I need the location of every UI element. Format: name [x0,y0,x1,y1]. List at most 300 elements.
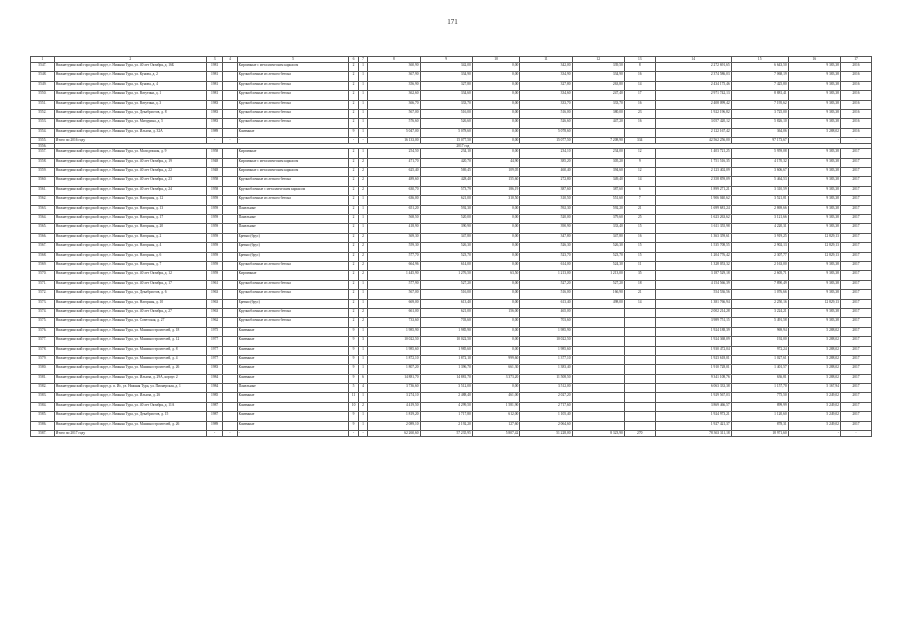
table-cell: 0,00 [472,81,520,90]
table-cell: 1 [358,109,368,118]
table-cell: 9 383,38 [788,119,840,128]
table-cell: 2017 [840,318,871,327]
table-row [31,177,872,186]
address-cell: Нижнетуринский городской округ, г. Нижняя Тура, ул. Нагорная, д. 20 [54,224,206,233]
table-cell: 9 383,38 [788,177,840,186]
table-cell: 12 [624,149,655,158]
table-cell: 2 [349,299,359,308]
address-cell: Нижнетуринский городской округ, г. Нижняя Тура, ул. Машиностроителей, д. 26 [54,365,206,374]
table-cell: Каменные [237,402,349,411]
row-number: 5573. [31,299,55,308]
table-cell: 636,81 [731,374,788,383]
table-cell [223,149,237,158]
table-cell: 1959 [206,262,223,271]
table-cell: 57 235,95 [420,431,472,437]
table-cell: 10 [349,402,359,411]
table-cell: 2017 [840,168,871,177]
table-cell: 1 927 421,37 [655,421,731,430]
table-cell: 3 512,00 [520,384,572,393]
table-cell: 15 077,50 [520,138,572,144]
table-cell [223,91,237,100]
table-cell: 5 078,60 [420,128,472,137]
table-cell: 1 [358,421,368,430]
table-cell: 1 401,57 [731,365,788,374]
table-cell [223,308,237,317]
table-cell: 2017 [840,290,871,299]
table-cell: 527,20 [520,280,572,289]
table-cell [223,158,237,167]
table-cell: 3 989 751,15 [655,318,731,327]
table-cell: 192,00 [731,337,788,346]
table-cell: 2 [349,252,359,261]
table-cell: Крупноблочные из легкого бетона [237,262,349,271]
table-cell: 9 383,38 [788,290,840,299]
table-cell: 1 120,60 [731,412,788,421]
table-cell [223,402,237,411]
table-cell: 2017 [840,271,871,280]
table-cell: 2 [358,158,368,167]
table-cell: 44,90 [472,158,520,167]
table-cell: 576,60 [368,119,420,128]
row-number: 5570. [31,271,55,280]
table-cell: 339,50 [572,63,624,72]
table-cell: 527,20 [420,280,472,289]
table-cell [572,308,624,317]
table-cell [223,128,237,137]
table-row [31,271,872,280]
table-cell: 10 022,50 [420,337,472,346]
table-cell: 1 899 271,21 [655,186,731,195]
table-cell: 1959 [206,243,223,252]
table-cell: 8 881,41 [731,91,788,100]
row-number: 5553. [31,119,55,128]
row-number: 5550. [31,91,55,100]
table-cell: 347,80 [420,233,472,242]
table-cell: 1 [358,355,368,364]
table-cell: 366,70 [368,100,420,109]
table-cell: 526,30 [520,243,572,252]
table-cell: 1 105,40 [520,412,572,421]
table-cell [572,402,624,411]
table-cell: 367,90 [368,72,420,81]
row-number: 5569. [31,262,55,271]
table-cell: 16 [624,72,655,81]
table-cell: Кирпичные с металлическим каркасом [237,63,349,72]
table-cell: 0,00 [472,337,520,346]
table-cell [572,374,624,383]
table-cell: 1 403 721,25 [655,149,731,158]
table-cell [624,327,655,336]
table-cell: 310,50 [520,196,572,205]
column-number: 11 [520,57,572,63]
table-cell: 636,00 [368,196,420,205]
table-cell [223,421,237,430]
table-cell: 35 [624,271,655,280]
table-cell: 1987 [206,402,223,411]
table-cell: 2 027,20 [520,393,572,402]
table-cell: 310,50 [472,196,520,205]
table-cell: 2016 [840,109,871,118]
table-cell: 2016 [840,81,871,90]
table-cell: 2 064,60 [520,421,572,430]
table-cell: 390,90 [420,224,472,233]
table-cell: 461,00 [472,393,520,402]
address-cell: Нижнетуринский городской округ, г. Нижняя Тура, ул. Ватутина, д. 3 [54,100,206,109]
table-cell: 11 [349,393,359,402]
table-cell: 21 [624,290,655,299]
table-cell: 1963 [206,308,223,317]
table-cell: 1981 [206,63,223,72]
table-cell: 9 [349,346,359,355]
address-cell: Нижнетуринский городской округ, г. Нижняя Тура, ул. 40 лет Октября, д. 19 [54,158,206,167]
table-cell: Бревно (брус) [237,252,349,261]
table-cell: 2 605,71 [731,271,788,280]
table-cell [624,402,655,411]
table-cell: 1984 [206,384,223,393]
table-cell: 1 381 766,94 [655,299,731,308]
table-cell [223,280,237,289]
table-cell [223,243,237,252]
table-cell: Панельные [237,215,349,224]
table-cell: 999,60 [472,355,520,364]
table-cell: 1963 [206,290,223,299]
table-cell: 9 383,38 [788,63,840,72]
table-cell: Кирпичные [237,271,349,280]
table-cell: 394,60 [572,168,624,177]
table-cell: 0,00 [472,233,520,242]
row-number: 5556. [31,143,55,149]
address-cell: Нижнетуринский городской округ, г. Нижняя Тура, ул. 40 лет Октября, д. 23 [54,177,206,186]
table-row [31,402,872,411]
table-cell: 3 919,25 [731,233,788,242]
table-cell: 2 902,13 [731,243,788,252]
table-cell: 1 985,60 [520,346,572,355]
column-number: 7 [358,57,368,63]
table-cell: 577,90 [368,280,420,289]
table-cell: - [840,431,871,437]
address-cell: Нижнетуринский городской округ, г. Нижняя Тура, ул. Нагорная, д. 13 [54,205,206,214]
table-cell [572,412,624,421]
row-number: 5578. [31,346,55,355]
table-cell [572,327,624,336]
table-cell: 516,00 [520,109,572,118]
table-cell: 9 [349,128,359,137]
table-cell: 2 [349,243,359,252]
table-row [31,337,872,346]
table-cell: 390,90 [520,224,572,233]
table-cell: 5 167,94 [788,384,840,393]
table-cell: 0,00 [472,384,520,393]
table-cell [223,100,237,109]
table-cell: 2017 [840,337,871,346]
column-number: 6 [349,57,359,63]
table-cell [624,412,655,421]
table-cell: 899,99 [731,402,788,411]
table-cell: 1958 [206,186,223,195]
page-number: 171 [447,18,458,26]
table-cell [223,252,237,261]
table-cell: 12 829,13 [788,299,840,308]
table-row [31,374,872,383]
row-number: 5571. [31,280,55,289]
table-cell: 9 383,38 [788,109,840,118]
table-cell: 327,80 [520,81,572,90]
table-cell: Крупноблочные из легкого бетона [237,196,349,205]
table-cell: Панельные [237,224,349,233]
table-cell: 2016 [840,63,871,72]
table-cell: 9 383,38 [788,196,840,205]
table-cell: 0,00 [472,280,520,289]
table-cell: 263,80 [572,81,624,90]
table-cell: 1 581,90 [472,402,520,411]
table-cell [624,128,655,137]
column-number: 1 [31,57,55,63]
table-cell [223,346,237,355]
table-cell: 523,70 [420,252,472,261]
table-cell: - [349,138,359,144]
table-row [31,327,872,336]
table-cell: 0,00 [472,215,520,224]
table-cell: 2017 [840,327,871,336]
table-cell: Крупноблочные из легкого бетона [237,109,349,118]
table-cell: 1 276,50 [420,271,472,280]
table-cell: - [788,138,840,144]
table-cell: 4 170,32 [731,158,788,167]
table-cell: 0,00 [472,100,520,109]
table-cell: - [237,431,349,437]
table-cell: 1 [358,196,368,205]
table-cell: 4 [358,384,368,393]
table-cell: 2017 [840,421,871,430]
row-number: 5572. [31,290,55,299]
table-cell: 1963 [206,299,223,308]
table-cell: 334,90 [420,72,472,81]
table-cell: 234,10 [520,149,572,158]
table-cell: 669,00 [368,299,420,308]
table-cell [572,318,624,327]
table-cell: 1 396,70 [420,365,472,374]
table-cell: 1983 [206,365,223,374]
table-cell: 573,79 [420,186,472,195]
table-cell: 3 725,00 [731,109,788,118]
table-cell: 1 924 188,39 [655,327,731,336]
table-cell: 15 [624,252,655,261]
table-cell: 2017 [840,355,871,364]
table-cell: 0,00 [472,262,520,271]
table-cell: 4 299,50 [420,402,472,411]
table-cell [223,119,237,128]
table-cell: 1989 [206,421,223,430]
table-cell: 333,70 [520,100,572,109]
table-cell: 9 383,38 [788,205,840,214]
address-cell: Нижнетуринский городской округ, г. Нижняя Тура, ул. 40 лет Октября, д. 24 [54,186,206,195]
table-cell: 1983 [206,100,223,109]
table-cell: 489,60 [368,177,420,186]
table-cell: 305,20 [572,158,624,167]
table-cell: 6 063 333,38 [655,384,731,393]
table-cell: 186,19 [472,186,520,195]
table-cell: - [206,138,223,144]
table-cell: 9 [349,365,359,374]
table-cell: 1 [358,149,368,158]
table-cell: 2 [358,168,368,177]
table-cell: 2016 [840,100,871,109]
table-cell: 9 341 108,76 [655,374,731,383]
table-cell: 664,96 [368,262,420,271]
table-cell: Крупноблочные из легкого бетона [237,280,349,289]
table-cell: Кирпичные с металлическим каркасом [237,168,349,177]
table-cell: - [223,431,237,437]
table-cell: 1983 [206,109,223,118]
table-cell: 2 [358,262,368,271]
table-cell: 1977 [206,337,223,346]
table-cell: 0,00 [472,224,520,233]
table-cell: 567,00 [368,109,420,118]
table-cell: 1 [358,346,368,355]
row-number: 5563. [31,205,55,214]
table-cell: 1989 [206,128,223,137]
table-cell: 1 [358,63,368,72]
table-cell: 270 [624,431,655,437]
table-cell: Крупноблочные из легкого бетона [237,100,349,109]
table-cell: 3 224,21 [731,308,788,317]
table-cell: 2 [358,243,368,252]
row-number: 5580. [31,365,55,374]
table-cell: 9 383,38 [788,158,840,167]
table-cell: Крупноблочные из легкого бетона [237,81,349,90]
table-cell: 9 383,38 [788,149,840,158]
table-cell: 2017 [840,308,871,317]
table-cell: 1 445,90 [368,271,420,280]
table-cell: 878,31 [731,421,788,430]
table-cell: 3 187 529,18 [655,271,731,280]
table-row [31,81,872,90]
table-cell [223,327,237,336]
table-cell: 334 [624,138,655,144]
table-cell: 1975 [206,327,223,336]
table-cell: 1 985,60 [420,346,472,355]
table-cell: 527,20 [572,280,624,289]
table-cell [223,205,237,214]
table-row [31,299,872,308]
table-cell: 7 195,62 [731,100,788,109]
table-cell: 1959 [206,196,223,205]
table-cell: - [223,138,237,144]
table-cell: 0,00 [472,299,520,308]
table-cell: 9 [349,355,359,364]
table-cell: 3 [358,337,368,346]
table-cell: 166,90 [572,290,624,299]
table-cell: Бревно (брус) [237,299,349,308]
table-cell: 342,00 [520,63,572,72]
table-cell: 1 [358,81,368,90]
table-row [31,196,872,205]
table-cell: Крупноблочные из легкого бетона [237,119,349,128]
table-cell [572,365,624,374]
table-cell: 2 408 099,42 [655,100,731,109]
table-cell: 1 213,00 [520,271,572,280]
table-cell [223,374,237,383]
table-cell [572,384,624,393]
address-cell: Нижнетуринский городской округ, г. Нижняя Тура, ул. Нагорная, д. 6 [54,252,206,261]
table-cell: 16 [624,119,655,128]
table-row [31,346,872,355]
table-cell: 614,00 [420,262,472,271]
table-cell: 11 [624,262,655,271]
table-cell: 526,60 [420,119,472,128]
table-cell: 0,00 [472,327,520,336]
column-number: 12 [572,57,624,63]
table-cell: 1 [358,327,368,336]
table-cell: 2 123 402,09 [655,168,731,177]
table-cell: - [840,138,871,144]
table-cell [223,262,237,271]
table-cell: 7 068,19 [731,72,788,81]
table-cell: 2 488,40 [420,393,472,402]
table-cell: 2 [349,186,359,195]
table-cell: 1 699 681,24 [655,205,731,214]
table-cell: 661,00 [368,308,420,317]
table-cell: 3 606,67 [731,168,788,177]
table-cell: 1 985,90 [520,327,572,336]
table-row [31,393,872,402]
table-cell: 327,80 [420,81,472,90]
table-cell: 1959 [206,233,223,242]
address-cell: Нижнетуринский городской округ, г. Нижняя Тура, ул. Ильича, д. 32А [54,128,206,137]
table-cell: 63,50 [472,271,520,280]
table-cell: 465,00 [520,308,572,317]
table-cell: 1959 [206,271,223,280]
total-row [31,431,872,437]
table-cell: 1948 [206,158,223,167]
table-cell: 2017 [840,205,871,214]
table-row [31,158,872,167]
table-cell: 2016 [840,119,871,128]
table-cell: 127,60 [472,421,520,430]
table-cell: 21 [624,205,655,214]
column-number: 10 [472,57,520,63]
table-cell: 2 [358,308,368,317]
row-number: 5567. [31,243,55,252]
table-cell [572,346,624,355]
table-cell: 2 [349,119,359,128]
register-table [30,56,872,437]
table-cell: 1 623 263,62 [655,215,731,224]
table-cell: 613,40 [520,299,572,308]
table-cell: 2 [349,215,359,224]
table-cell: 5 078,60 [520,128,572,137]
table-cell: 3 310,59 [731,186,788,195]
table-cell: 498,00 [572,299,624,308]
table-cell: 7 425,80 [731,81,788,90]
table-cell: 9 383,38 [788,168,840,177]
row-number: 5581. [31,374,55,383]
table-cell [624,384,655,393]
table-cell: 1 204 776,42 [655,252,731,261]
table-cell: 471,70 [368,158,420,167]
row-number: 5548. [31,72,55,81]
table-cell: 2 434 175,46 [655,81,731,90]
table-cell: 1 377,10 [520,355,572,364]
table-cell: Крупноблочные из легкого бетона [237,318,349,327]
address-cell: Нижнетуринский городской округ, г. Нижняя Тура, ул. Мичурина, д. 5 [54,119,206,128]
address-cell: Нижнетуринский городской округ, г. Нижняя Тура, ул. 40 лет Октября, д. 12 [54,271,206,280]
table-cell: 1 [358,299,368,308]
row-number: 5547. [31,63,55,72]
table-cell: 2017 [840,233,871,242]
table-cell: 651,20 [368,205,420,214]
table-cell: Крупноблочные из легкого бетона [237,91,349,100]
